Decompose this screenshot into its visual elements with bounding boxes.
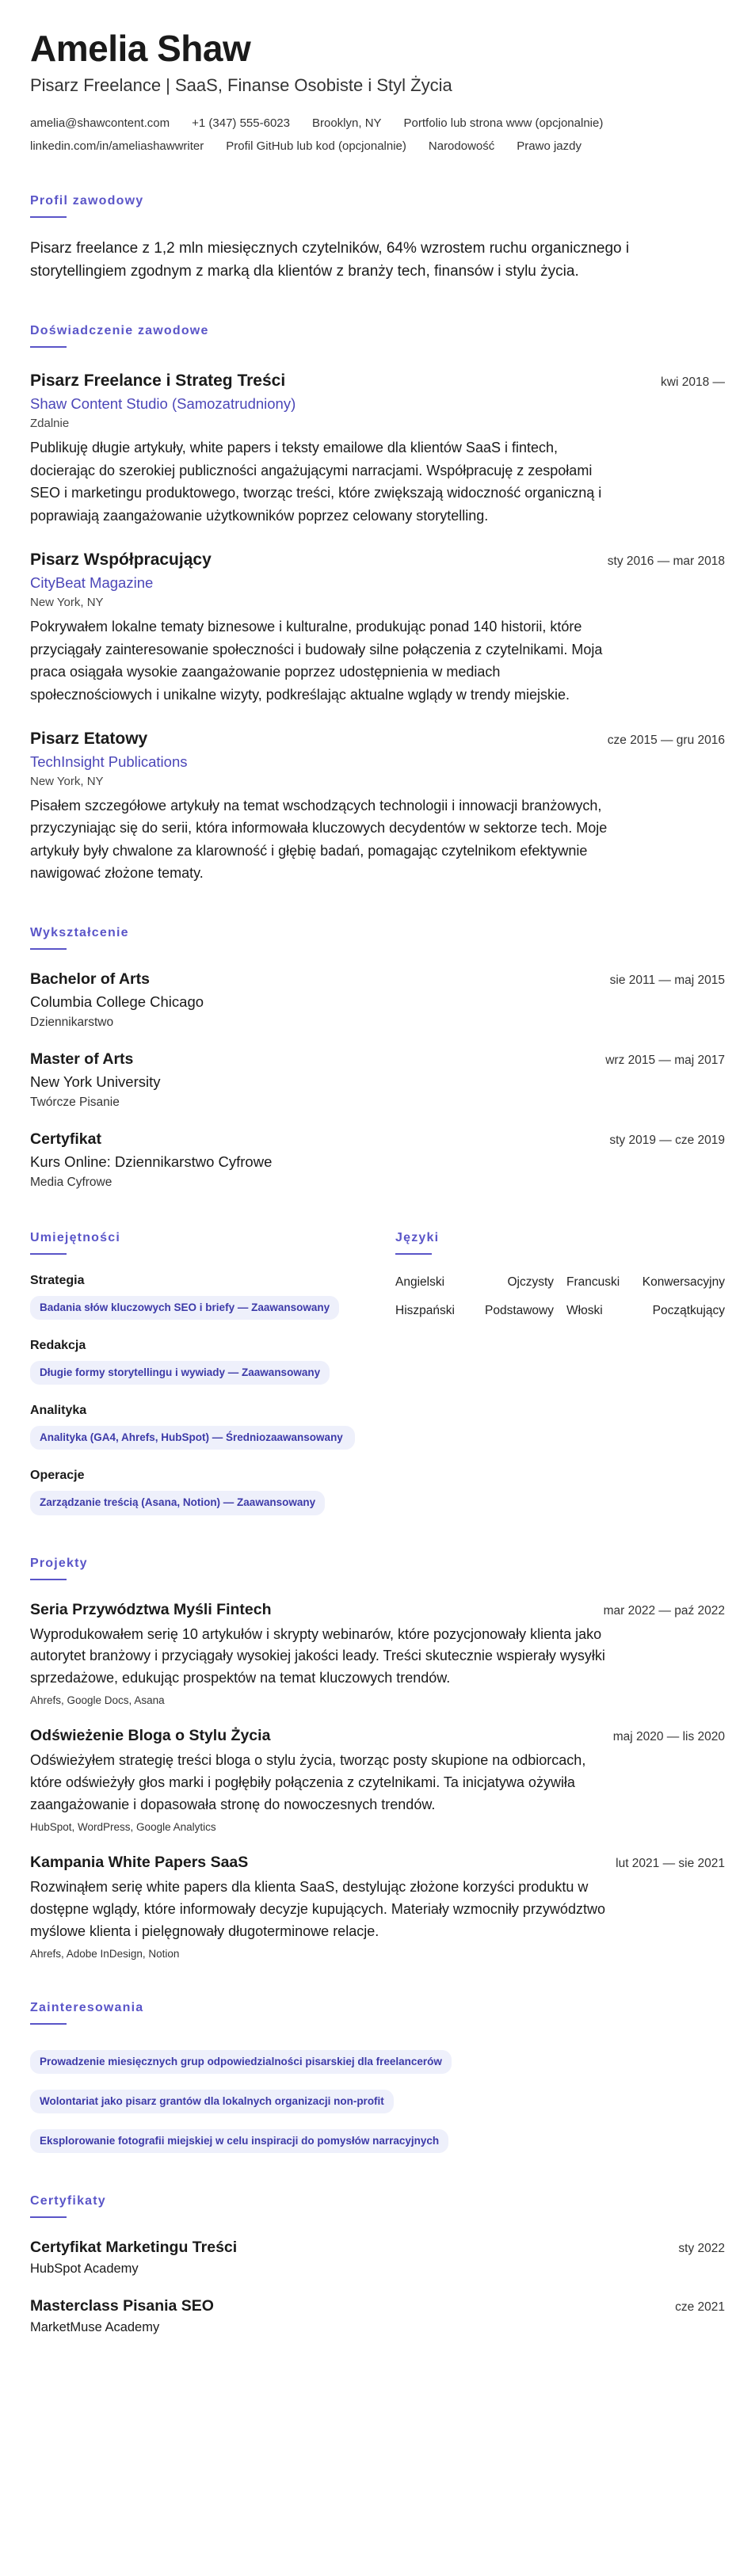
section-divider (30, 1253, 67, 1255)
section-divider (395, 1253, 432, 1255)
skill-pill: Badania słów kluczowych SEO i briefy — Zaawansowany (30, 1296, 339, 1320)
skill-category: Analityka (30, 1404, 87, 1418)
language-item (395, 1304, 554, 1318)
certification-name: Certyfikat Marketingu Treści (30, 2239, 238, 2257)
certification-entry (30, 2297, 725, 2335)
project-tools: Ahrefs, Google Docs, Asana (30, 1694, 165, 1707)
section-divider (30, 948, 67, 950)
languages-section (395, 1231, 725, 1515)
education-date: sie 2011 — maj 2015 (609, 973, 725, 987)
job-description: Pisałem szczegółowe artykuły na temat wschodzących technologii i innowacji branżowych, przyczyniając się do serii, która informowała kluczowych decydentów w sektorze tech. Moje artykuły były chwalone za klarowność i głębię badań, pomagając czytelnikom efektywnie nawigować złożone tematy. (30, 797, 608, 882)
language-item (566, 1275, 725, 1290)
job-title: Pisarz Etatowy (30, 729, 148, 748)
field-of-study: Media Cyfrowe (30, 1175, 112, 1189)
education-entry (30, 970, 725, 1030)
project-description: Odświeżyłem strategię treści bloga o stylu życia, tworząc posty skupione na odbiorcach, które odświeżyły głos marki i pogłębiły połączenia z czytelnikami. Ta inicjatywa ożywiła zaangażowanie i dopasowała stronę do nowoczesnych trendów. (30, 1752, 586, 1813)
job-date: kwi 2018 — (661, 375, 725, 390)
section-title: Zainteresowania (30, 2000, 144, 2014)
education-entry (30, 1130, 725, 1190)
experience-entry (30, 551, 725, 706)
job-description: Pokrywałem lokalne tematy biznesowe i kulturalne, produkując ponad 140 historii, które przyciągały zainteresowanie społeczności i budowały silne połączenia z czytelnikami. Moja praca osiągała wysokie zaangażowanie poprzez udostępnienia w mediach społecznościowych i unikalne wizyty, podkreślając aktualne wglądy w trendy miejskie. (30, 619, 603, 703)
job-date: cze 2015 — gru 2016 (607, 733, 725, 747)
language-name: Angielski (395, 1275, 445, 1289)
education-date: wrz 2015 — maj 2017 (605, 1053, 725, 1067)
certification-date: cze 2021 (675, 2300, 725, 2315)
language-name: Francuski (566, 1275, 620, 1289)
interests-section (30, 2001, 725, 2154)
section-divider (30, 346, 67, 348)
school-name: New York University (30, 1073, 161, 1090)
project-entry (30, 1601, 725, 1707)
contact-portfolio[interactable]: Portfolio lub strona www (opcjonalnie) (403, 116, 604, 130)
degree-title: Certyfikat (30, 1130, 101, 1148)
job-title: Pisarz Freelance i Strateg Treści (30, 372, 286, 391)
degree-title: Master of Arts (30, 1050, 134, 1068)
skill-category: Operacje (30, 1469, 85, 1483)
section-title: Wykształcenie (30, 925, 129, 939)
certifications-section (30, 2194, 725, 2335)
project-tools: HubSpot, WordPress, Google Analytics (30, 1820, 216, 1833)
project-name: Kampania White Papers SaaS (30, 1853, 249, 1871)
language-name: Hiszpański (395, 1303, 455, 1317)
skills-section (30, 1231, 355, 1515)
language-item (395, 1275, 554, 1290)
certification-name: Masterclass Pisania SEO (30, 2297, 214, 2315)
contact-email[interactable]: amelia@shawcontent.com (30, 116, 170, 130)
resume-header (30, 29, 725, 153)
skill-pill: Długie formy storytellingu i wywiady — Zaawansowany (30, 1361, 330, 1385)
project-date: maj 2020 — lis 2020 (612, 1730, 725, 1744)
contact-list (30, 116, 725, 153)
education-date: sty 2019 — cze 2019 (609, 1133, 725, 1147)
section-title: Umiejętności (30, 1230, 120, 1244)
project-date: lut 2021 — sie 2021 (616, 1856, 725, 1870)
experience-entry (30, 372, 725, 527)
certification-issuer: HubSpot Academy (30, 2262, 139, 2277)
section-title: Języki (395, 1230, 440, 1244)
interest-pill: Eksplorowanie fotografii miejskiej w celu inspiracji do pomysłów narracyjnych (30, 2129, 448, 2153)
interest-pill: Prowadzenie miesięcznych grup odpowiedzialności pisarskiej dla freelancerów (30, 2050, 452, 2074)
profile-summary: Pisarz freelance z 1,2 mln miesięcznych czytelników, 64% wzrostem ruchu organicznego i storytellingiem zgodnym z marką dla klientów z branży tech, finansów i stylu życia. (30, 239, 630, 280)
language-name: Włoski (566, 1303, 603, 1317)
job-title: Pisarz Współpracujący (30, 551, 212, 570)
certification-date: sty 2022 (678, 2242, 725, 2256)
education-section (30, 926, 725, 1190)
field-of-study: Dziennikarstwo (30, 1015, 114, 1029)
school-name: Kurs Online: Dziennikarstwo Cyfrowe (30, 1153, 273, 1170)
education-entry (30, 1050, 725, 1110)
section-divider (30, 2023, 67, 2025)
school-name: Columbia College Chicago (30, 993, 204, 1010)
project-tools: Ahrefs, Adobe InDesign, Notion (30, 1947, 180, 1960)
job-company: CityBeat Magazine (30, 574, 154, 592)
project-name: Seria Przywództwa Myśli Fintech (30, 1600, 272, 1618)
section-divider (30, 216, 67, 218)
contact-nationality: Narodowość (428, 139, 495, 153)
contact-driving-license: Prawo jazdy (517, 139, 582, 153)
contact-location: Brooklyn, NY (312, 116, 382, 130)
project-description: Wyprodukowałem serię 10 artykułów i skrypty webinarów, które pozycjonowały klienta jako autorytet branżowy i przyciągały wysokiej jakości leady. Treści skutecznie wspierały wysyłki sprzedażowe, edukując prospektów na temat kluczowych trendów. (30, 1625, 605, 1686)
profile-section (30, 194, 725, 284)
job-location: New York, NY (30, 596, 104, 610)
language-level: Ojczysty (507, 1275, 554, 1289)
contact-linkedin[interactable]: linkedin.com/in/ameliashawwriter (30, 139, 204, 153)
interest-list (30, 2042, 725, 2154)
project-entry (30, 1854, 725, 1960)
language-level: Podstawowy (484, 1303, 554, 1317)
candidate-headline: Pisarz Freelance | SaaS, Finanse Osobiste i Styl Życia (30, 74, 452, 95)
language-level: Konwersacyjny (642, 1275, 725, 1289)
certification-entry (30, 2239, 725, 2277)
experience-entry (30, 730, 725, 885)
degree-title: Bachelor of Arts (30, 970, 150, 988)
language-level: Początkujący (652, 1303, 725, 1317)
section-title: Projekty (30, 1556, 88, 1570)
candidate-name: Amelia Shaw (30, 28, 251, 69)
job-company: TechInsight Publications (30, 753, 188, 770)
job-date: sty 2016 — mar 2018 (607, 554, 725, 569)
language-list (395, 1275, 725, 1318)
language-item (566, 1304, 725, 1318)
project-description: Rozwinąłem serię white papers dla klienta SaaS, destylując złożone korzyści produktu w dostępne wglądy, które informowały decyzje kupujących. Materiały wzmocniły przywództwo myślowe klienta i pielęgnowały długoterminowe relacje. (30, 1878, 605, 1939)
certification-issuer: MarketMuse Academy (30, 2320, 160, 2335)
projects-section (30, 1557, 725, 1960)
interest-pill: Wolontariat jako pisarz grantów dla lokalnych organizacji non-profit (30, 2090, 394, 2113)
contact-github[interactable]: Profil GitHub lub kod (opcjonalnie) (226, 139, 406, 153)
contact-phone[interactable]: +1 (347) 555-6023 (192, 116, 290, 130)
skill-pill: Analityka (GA4, Ahrefs, HubSpot) — Średniozaawansowany (30, 1426, 355, 1450)
skills-languages-row (30, 1231, 725, 1515)
job-company: Shaw Content Studio (Samozatrudniony) (30, 395, 296, 413)
section-title: Profil zawodowy (30, 193, 144, 208)
project-name: Odświeżenie Bloga o Stylu Życia (30, 1727, 271, 1745)
project-date: mar 2022 — paź 2022 (603, 1603, 725, 1618)
section-title: Certyfikaty (30, 2194, 106, 2208)
job-location: New York, NY (30, 774, 104, 788)
skill-pill: Zarządzanie treścią (Asana, Notion) — Zaawansowany (30, 1491, 325, 1515)
field-of-study: Twórcze Pisanie (30, 1095, 120, 1109)
experience-section (30, 324, 725, 884)
job-description: Publikuję długie artykuły, white papers i teksty emailowe dla klientów SaaS i fintech, docierając do szerokiej publiczności angażującymi narracjami. Współpracuję z zespołami SEO i marketingu produktowego, tworząc treści, które zwiększają widoczność organiczną i poprawiają zaangażowanie użytkowników poprzez celowany storytelling. (30, 440, 602, 524)
project-entry (30, 1727, 725, 1833)
job-location: Zdalnie (30, 417, 70, 431)
section-divider (30, 2216, 67, 2218)
section-title: Doświadczenie zawodowe (30, 324, 209, 338)
skill-category: Strategia (30, 1273, 85, 1287)
skill-category: Redakcja (30, 1338, 86, 1352)
section-divider (30, 1579, 67, 1580)
